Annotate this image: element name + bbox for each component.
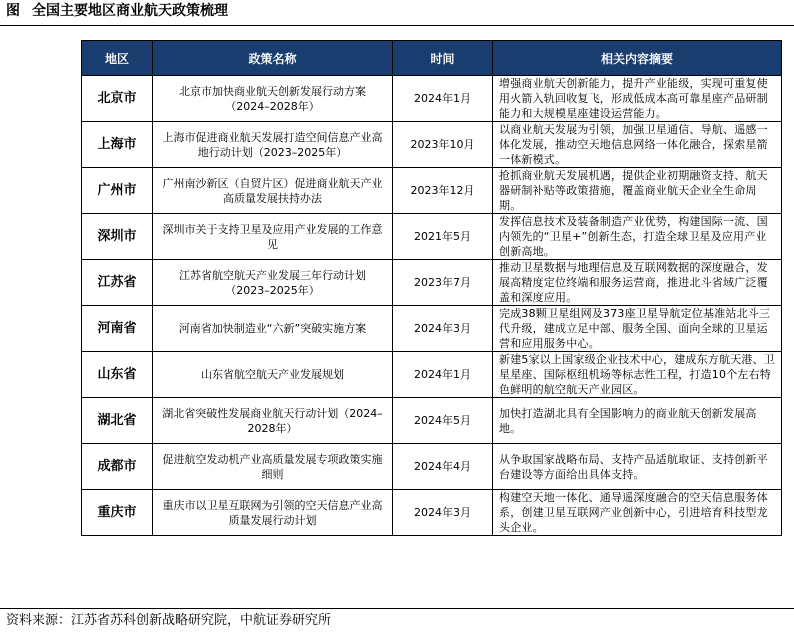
region-cell: 北京市 bbox=[82, 76, 153, 122]
time-cell: 2024年4月 bbox=[393, 444, 493, 490]
policy-name-cell: 深圳市关于支持卫星及应用产业发展的工作意见 bbox=[153, 214, 393, 260]
policy-name-cell: 江苏省航空航天产业发展三年行动计划（2023–2025年） bbox=[153, 260, 393, 306]
region-cell: 山东省 bbox=[82, 352, 153, 398]
summary-cell: 增强商业航天创新能力，提升产业能级，实现可重复使用火箭入轨回收复飞，形成低成本高可靠星座产品研制能力和大规模星座建设运营能力。 bbox=[493, 76, 782, 122]
region-cell: 重庆市 bbox=[82, 490, 153, 536]
table-row bbox=[82, 76, 782, 122]
table-row bbox=[82, 260, 782, 306]
table-header-row bbox=[82, 41, 782, 76]
table-row bbox=[82, 168, 782, 214]
policy-name-cell: 重庆市以卫星互联网为引领的空天信息产业高质量发展行动计划 bbox=[153, 490, 393, 536]
header-time: 时间 bbox=[393, 41, 493, 76]
summary-cell: 加快打造湖北具有全国影响力的商业航天创新发展高地。 bbox=[493, 398, 782, 444]
summary-cell: 抢抓商业航天发展机遇，提供企业初期融资支持、航天器研制补贴等政策措施，覆盖商业航天企业全生命周期。 bbox=[493, 168, 782, 214]
time-cell: 2021年5月 bbox=[393, 214, 493, 260]
region-cell: 湖北省 bbox=[82, 398, 153, 444]
table-row bbox=[82, 122, 782, 168]
figure-title bbox=[6, 0, 228, 22]
table-row bbox=[82, 490, 782, 536]
policy-name-cell: 促进航空发动机产业高质量发展专项政策实施细则 bbox=[153, 444, 393, 490]
time-cell: 2024年1月 bbox=[393, 352, 493, 398]
time-cell: 2024年3月 bbox=[393, 490, 493, 536]
header-summary: 相关内容摘要 bbox=[493, 41, 782, 76]
region-cell: 上海市 bbox=[82, 122, 153, 168]
table-row bbox=[82, 214, 782, 260]
summary-cell: 完成38颗卫星组网及373座卫星导航定位基准站北斗三代升级，建成立足中部、服务全国、面向全球的卫星运营和应用服务中心。 bbox=[493, 306, 782, 352]
time-cell: 2024年3月 bbox=[393, 306, 493, 352]
summary-cell: 推动卫星数据与地理信息及互联网数据的深度融合，发展高精度定位终端和服务运营商，推进北斗省域广泛覆盖和深度应用。 bbox=[493, 260, 782, 306]
time-cell: 2023年12月 bbox=[393, 168, 493, 214]
policy-name-cell: 广州南沙新区（自贸片区）促进商业航天产业高质量发展扶持办法 bbox=[153, 168, 393, 214]
summary-cell: 新建5家以上国家级企业技术中心，建成东方航天港、卫星星座、国际枢纽机场等标志性工程，打造10个左右特色鲜明的航空航天产业园区。 bbox=[493, 352, 782, 398]
region-cell: 成都市 bbox=[82, 444, 153, 490]
figure-title-text: 全国主要地区商业航天政策梳理 bbox=[32, 3, 228, 19]
policy-name-cell: 北京市加快商业航天创新发展行动方案（2024–2028年） bbox=[153, 76, 393, 122]
table-row bbox=[82, 444, 782, 490]
table-row bbox=[82, 398, 782, 444]
policy-name-cell: 山东省航空航天产业发展规划 bbox=[153, 352, 393, 398]
region-cell: 河南省 bbox=[82, 306, 153, 352]
table-row bbox=[82, 306, 782, 352]
bottom-rule bbox=[0, 608, 794, 609]
policy-name-cell: 湖北省突破性发展商业航天行动计划（2024–2028年） bbox=[153, 398, 393, 444]
time-cell: 2023年7月 bbox=[393, 260, 493, 306]
summary-cell: 从争取国家战略布局、支持产品适航取证、支持创新平台建设等方面给出具体支持。 bbox=[493, 444, 782, 490]
header-policy-name: 政策名称 bbox=[153, 41, 393, 76]
header-region: 地区 bbox=[82, 41, 153, 76]
policy-name-cell: 河南省加快制造业“六新”突破实施方案 bbox=[153, 306, 393, 352]
region-cell: 深圳市 bbox=[82, 214, 153, 260]
time-cell: 2024年1月 bbox=[393, 76, 493, 122]
policy-name-cell: 上海市促进商业航天发展打造空间信息产业高地行动计划（2023–2025年） bbox=[153, 122, 393, 168]
time-cell: 2024年5月 bbox=[393, 398, 493, 444]
summary-cell: 以商业航天发展为引领，加强卫星通信、导航、遥感一体化发展，推动空天地信息网络一体化融合，探索星箭一体新模式。 bbox=[493, 122, 782, 168]
time-cell: 2023年10月 bbox=[393, 122, 493, 168]
figure-label: 图 bbox=[6, 3, 20, 19]
region-cell: 江苏省 bbox=[82, 260, 153, 306]
top-rule bbox=[0, 25, 794, 26]
source-note: 资料来源：江苏省苏科创新战略研究院，中航证券研究所 bbox=[6, 613, 332, 628]
policy-table bbox=[81, 40, 782, 536]
region-cell: 广州市 bbox=[82, 168, 153, 214]
summary-cell: 发挥信息技术及装备制造产业优势，构建国际一流、国内领先的“卫星+”创新生态，打造全球卫星及应用产业创新高地。 bbox=[493, 214, 782, 260]
summary-cell: 构建空天地一体化、通导遥深度融合的空天信息服务体系，创建卫星互联网产业创新中心，引进培育科技型龙头企业。 bbox=[493, 490, 782, 536]
table-row bbox=[82, 352, 782, 398]
